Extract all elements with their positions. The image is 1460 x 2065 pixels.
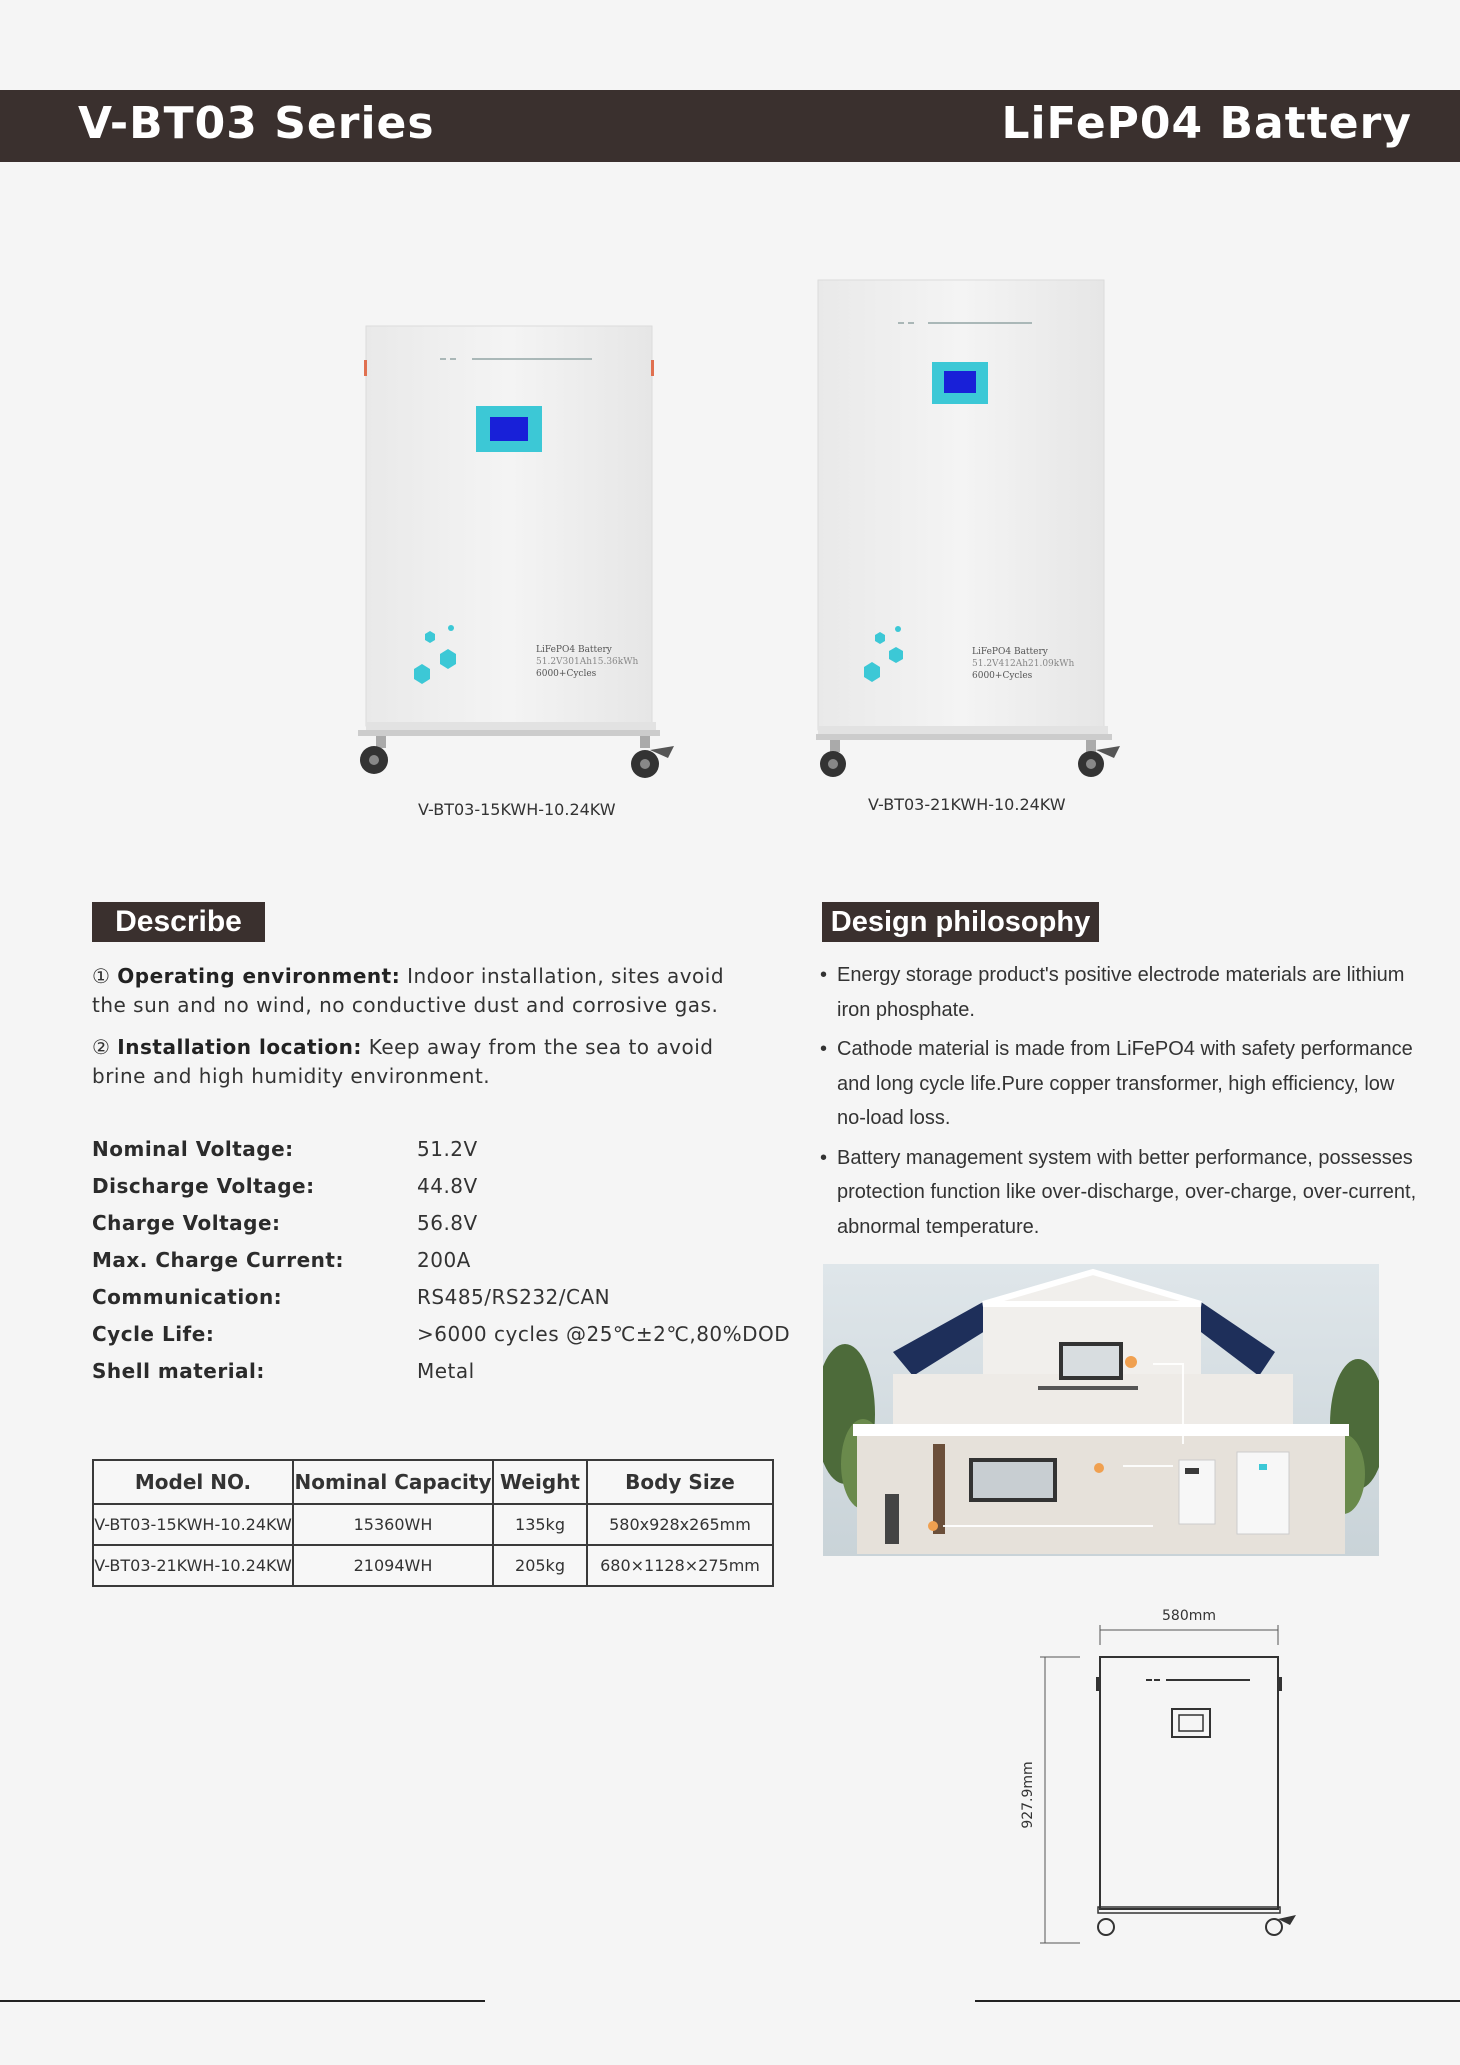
spec-row — [92, 1137, 792, 1174]
table-row — [93, 1504, 773, 1545]
footer-divider-left — [0, 2000, 485, 2002]
describe-paragraph-1 — [92, 962, 752, 1020]
spec-value: 56.8V — [417, 1211, 478, 1235]
design-bullet: • Cathode material is made from LiFePO4 with safety performance and long cycle life.Pure copper transformer, high efficiency, low no-load loss. — [820, 1032, 1420, 1136]
describe-heading: Describe — [92, 902, 265, 942]
table-row — [93, 1545, 773, 1586]
width-dimension-label: 580mm — [1162, 1608, 1216, 1624]
spec-key: Charge Voltage: — [92, 1211, 281, 1235]
spec-value: 44.8V — [417, 1174, 478, 1198]
paragraph-label: Installation location: — [117, 1035, 362, 1059]
battery-21kwh-image — [810, 272, 1130, 792]
table-cell: 580x928x265mm — [587, 1504, 773, 1545]
table-cell: V-BT03-15KWH-10.24KW — [93, 1504, 293, 1545]
table-cell: 15360WH — [293, 1504, 493, 1545]
paragraph-text: Keep away from the sea to avoid brine and high humidity environment. — [92, 1035, 714, 1088]
battery-label-line3: 6000+Cycles — [972, 671, 1033, 681]
table-header-cell: Weight — [493, 1460, 587, 1504]
spec-key: Discharge Voltage: — [92, 1174, 315, 1198]
battery-label-line3: 6000+Cycles — [536, 669, 597, 679]
table-cell: 680×1128×275mm — [587, 1545, 773, 1586]
table-cell: 21094WH — [293, 1545, 493, 1586]
spec-key: Cycle Life: — [92, 1322, 215, 1346]
paragraph-label: Operating environment: — [117, 964, 401, 988]
product-type-title: LiFeP04 Battery — [1001, 98, 1412, 149]
spec-value: RS485/RS232/CAN — [417, 1285, 611, 1309]
spec-value: >6000 cycles @25℃±2℃,80%DOD — [417, 1322, 791, 1346]
paragraph-marker: ① — [92, 964, 111, 988]
spec-row — [92, 1174, 792, 1211]
spec-key: Max. Charge Current: — [92, 1248, 344, 1272]
height-dimension-label: 927.9mm — [1020, 1761, 1036, 1829]
product-caption-15kwh: V-BT03-15KWH-10.24KW — [418, 800, 616, 819]
design-bullet: • Energy storage product's positive electrode materials are lithium iron phosphate. — [820, 958, 1420, 1027]
design-philosophy-heading: Design philosophy — [822, 902, 1099, 942]
spec-row — [92, 1248, 792, 1285]
spec-row — [92, 1211, 792, 1248]
design-bullet-list — [820, 958, 1420, 1249]
spec-row — [92, 1322, 792, 1359]
table-header-row — [93, 1460, 773, 1504]
table-cell: 135kg — [493, 1504, 587, 1545]
header-bar — [0, 90, 1460, 162]
paragraph-marker: ② — [92, 1035, 111, 1059]
describe-paragraph-2 — [92, 1033, 752, 1091]
spec-row — [92, 1359, 792, 1396]
spec-row — [92, 1285, 792, 1322]
spec-key: Nominal Voltage: — [92, 1137, 294, 1161]
spec-key: Communication: — [92, 1285, 283, 1309]
footer-divider-right — [975, 2000, 1460, 2002]
dimension-drawing — [1020, 1605, 1300, 1950]
spec-value: 200A — [417, 1248, 471, 1272]
spec-key: Shell material: — [92, 1359, 265, 1383]
models-table — [92, 1459, 774, 1587]
battery-label-line2: 51.2V412Ah21.09kWh — [972, 659, 1075, 669]
series-title: V-BT03 Series — [78, 98, 435, 149]
table-header-cell: Nominal Capacity — [293, 1460, 493, 1504]
table-header-cell: Model NO. — [93, 1460, 293, 1504]
home-energy-system-illustration — [823, 1264, 1379, 1556]
battery-label-line2: 51.2V301Ah15.36kWh — [536, 657, 639, 667]
product-caption-21kwh: V-BT03-21KWH-10.24KW — [868, 795, 1066, 814]
spec-value: 51.2V — [417, 1137, 478, 1161]
table-header-cell: Body Size — [587, 1460, 773, 1504]
table-cell: 205kg — [493, 1545, 587, 1586]
battery-label-line1: LiFePO4 Battery — [536, 645, 612, 655]
spec-value: Metal — [417, 1359, 475, 1383]
table-cell: V-BT03-21KWH-10.24KW — [93, 1545, 293, 1586]
paragraph-text: Indoor installation, sites avoid the sun and no wind, no conductive dust and corrosive gas. — [92, 964, 725, 1017]
battery-label-line1: LiFePO4 Battery — [972, 647, 1048, 657]
battery-15kwh-image — [350, 318, 690, 788]
design-bullet: • Battery management system with better performance, possesses protection function like over-discharge, over-charge, over-current, abnormal temperature. — [820, 1141, 1420, 1245]
